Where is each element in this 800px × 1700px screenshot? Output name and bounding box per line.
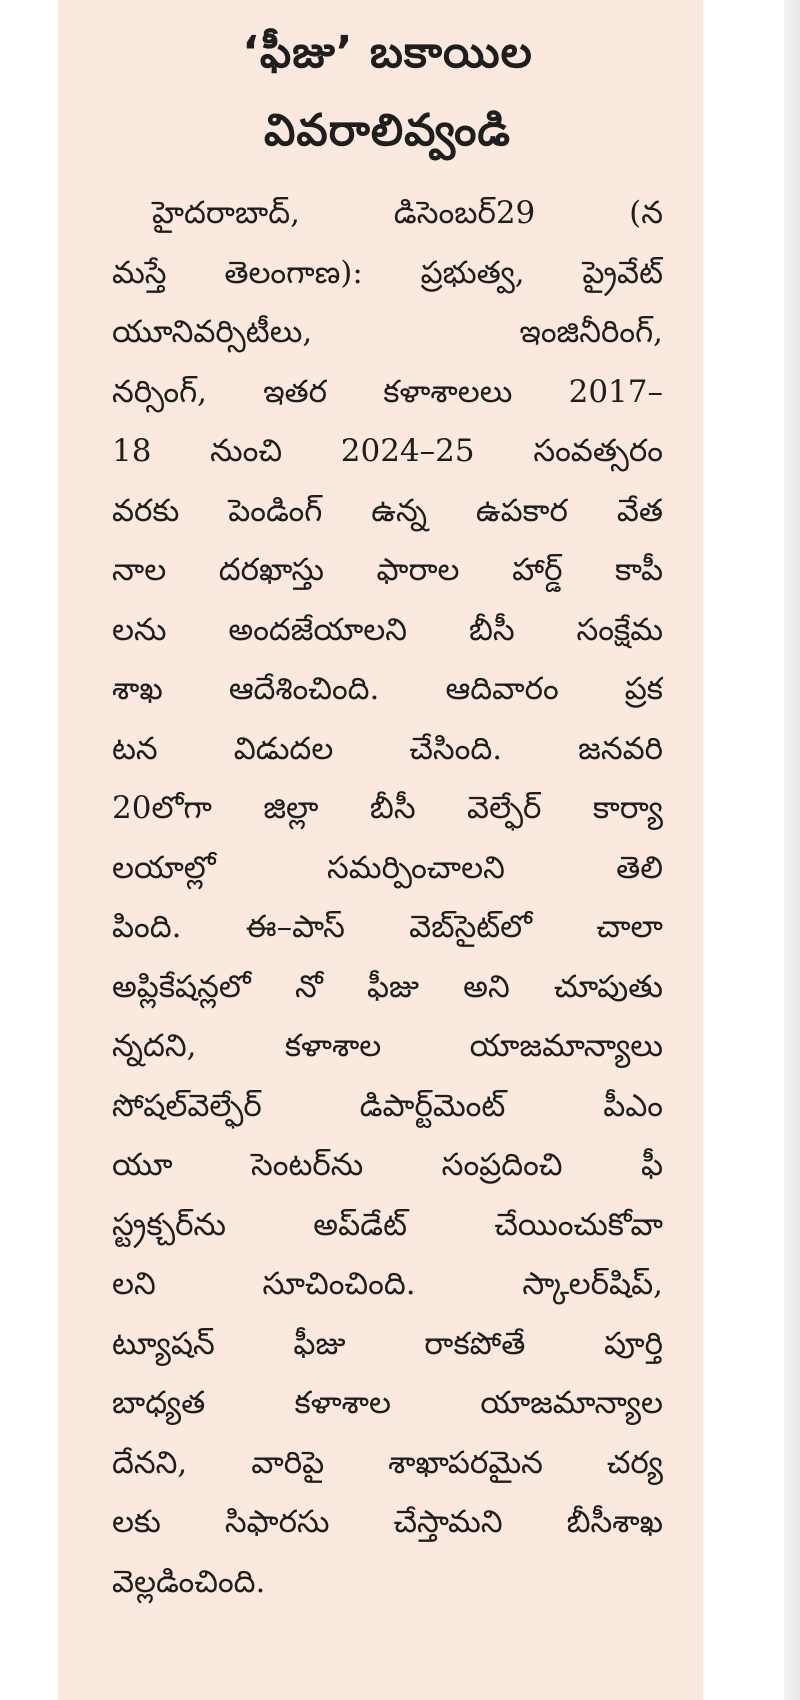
body-line: శాఖ ఆదేశించింది. ఆదివారం ప్రక xyxy=(112,671,663,707)
body-line: నాల దరఖాస్తు ఫారాల హార్డ్ కాపీ xyxy=(112,552,663,588)
headline xyxy=(112,14,663,170)
headline-line: వివరాలివ్వండి xyxy=(264,105,511,156)
body-line: లయాల్లో సమర్పించాలని తెలి xyxy=(112,849,663,886)
body-line: బాధ్యత కళాశాల యాజమాన్యాల xyxy=(112,1385,663,1421)
body-line: వరకు పెండింగ్ ఉన్న ఉపకార వేత xyxy=(112,492,663,529)
body-line: న్నదని, కళాశాల యాజమాన్యాలు xyxy=(112,1028,663,1064)
body-line: హైదరాబాద్, డిసెంబర్29 (న xyxy=(152,195,663,231)
body-line: స్ట్రక్చర్‌ను అప్‌డేట్ చేయించుకోవా xyxy=(112,1206,663,1243)
body-line: యూనివర్సిటీలు, ఇంజినీరింగ్, xyxy=(112,314,663,350)
body-line: నర్సింగ్, ఇతర కళాశాలలు 2017– xyxy=(112,373,663,410)
body-line: దేనని, వారిపై శాఖాపరమైన చర్య xyxy=(112,1444,663,1481)
body-line: లను అందజేయాలని బీసీ సంక్షేమ xyxy=(112,611,663,648)
body-line: సోషల్‌వెల్ఫేర్ డిపార్ట్‌మెంట్ పీఎం xyxy=(112,1087,663,1124)
body-line: 18 నుంచి 2024–25 సంవత్సరం xyxy=(112,433,663,469)
body-line: అప్లికేషన్లలో నో ఫీజు అని చూపుతు xyxy=(112,968,663,1005)
body-line: 20లోగా జిల్లా బీసీ వెల్ఫేర్ కార్యా xyxy=(112,790,663,826)
body-line: పింది. ఈ–పాస్ వెబ్‌సైట్‌లో చాలా xyxy=(112,909,663,945)
body-line: లకు సిఫారసు చేస్తామని బీసీశాఖ xyxy=(112,1504,663,1540)
article-body xyxy=(112,184,663,1612)
body-line: వెల్లడించింది. xyxy=(112,1563,266,1600)
newspaper-clipping xyxy=(58,0,703,1700)
body-line: యూ సెంటర్‌ను సంప్రదించి ఫీ xyxy=(112,1147,663,1183)
body-line: మస్తే తెలంగాణ): ప్రభుత్వ, ప్రైవేట్ xyxy=(112,254,663,291)
headline-line: ‘ఫీజు’ బకాయిల xyxy=(242,27,533,78)
body-line: ట్యూషన్ ఫీజు రాకపోతే పూర్తి xyxy=(112,1325,663,1362)
body-line: లని సూచించింది. స్కాలర్‌షిప్, xyxy=(112,1266,663,1302)
body-line: టన విడుదల చేసింది. జనవరి xyxy=(112,730,663,767)
scan-edge xyxy=(784,0,800,1700)
